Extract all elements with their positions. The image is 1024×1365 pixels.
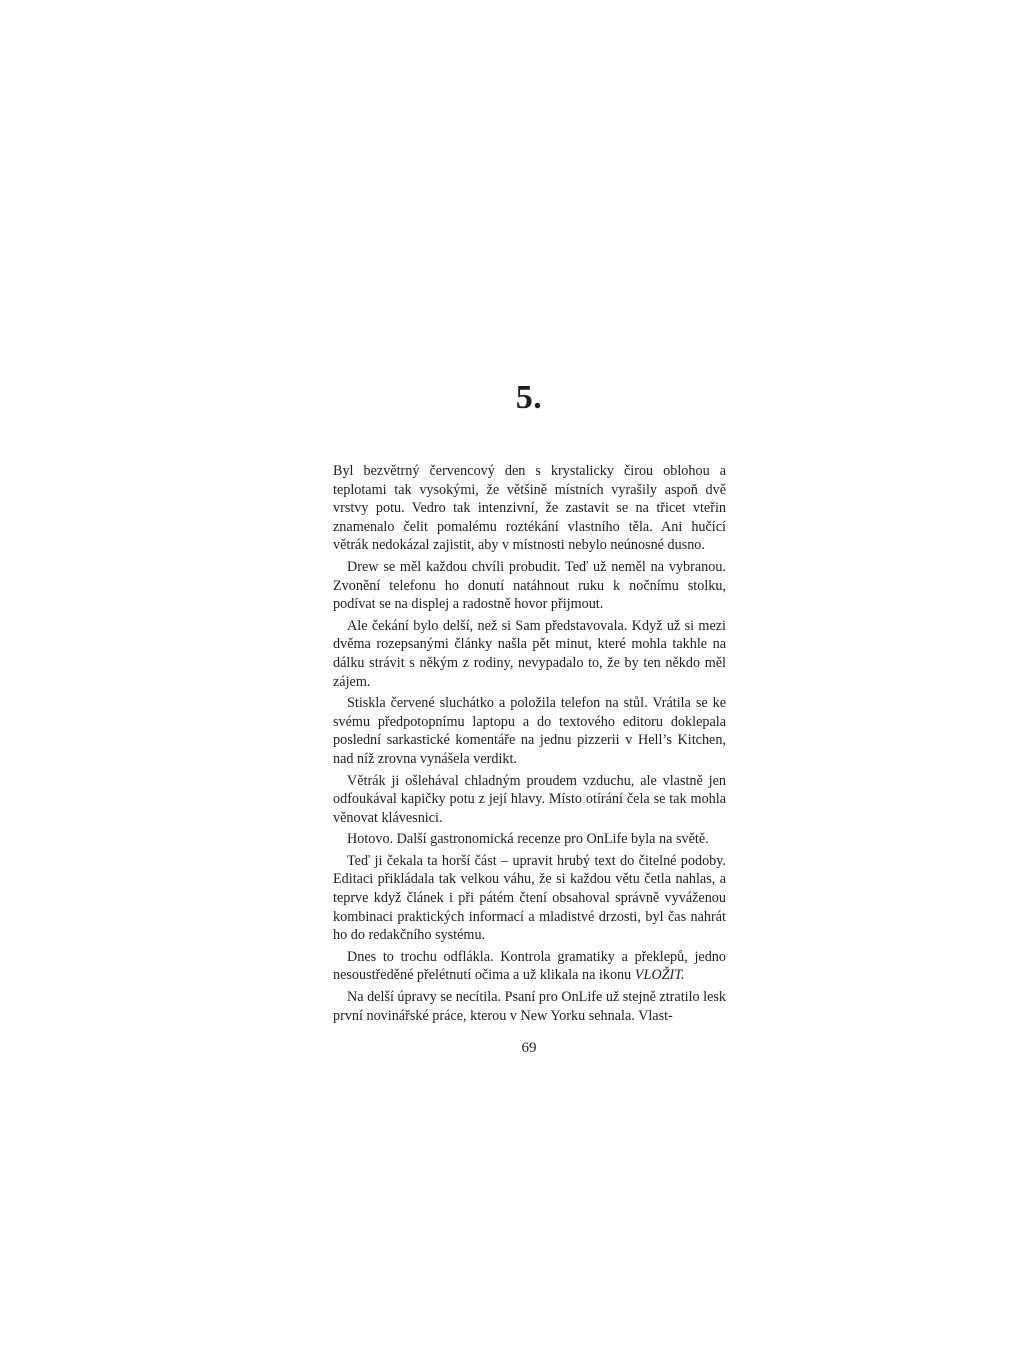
- paragraph: Byl bezvětrný červencový den s krystalicky čirou oblohou a teplotami tak vysokými, že většině místních vyrašily aspoň dvě vrstvy potu. Vedro tak intenzivní, že zastavit se na třicet vteřin znamenalo čelit pomalému roztékání vlastního těla. Ani hučící větrák nedokázal zajistit, aby v místnosti nebylo neúnosné dusno.: [333, 463, 726, 554]
- page-number: 69: [521, 1040, 537, 1056]
- paragraph: Hotovo. Další gastronomická recenze pro OnLife byla na světě.: [347, 831, 709, 848]
- paragraph: Ale čekání bylo delší, než si Sam představovala. Když už si mezi dvěma rozepsanými články našla pět minut, které mohla takhle na dálku strávit s někým z rodiny, nevypadalo to, že by ten někdo měl zájem.: [333, 617, 726, 690]
- paragraph: Drew se měl každou chvíli probudit. Teď už neměl na vybranou. Zvonění telefonu ho donutí natáhnout ruku k nočnímu stolku, podívat se na displej a radostně hovor přijmout.: [333, 558, 726, 613]
- emphasis-vlozit: VLOŽIT.: [634, 967, 685, 984]
- paragraph-text: Dnes to trochu odflákla. Kontrola gramatiky a překlepů, jedno nesoustředěné přelétnutí očima a už klikala na ikonu: [333, 948, 726, 984]
- paragraph: Na delší úpravy se necítila. Psaní pro OnLife už stejně ztratilo lesk první novinářské práce, kterou v New Yorku sehnala. Vlast-: [333, 989, 727, 1024]
- paragraph: Větrák ji ošlehával chladným proudem vzduchu, ale vlastně jen odfoukával kapičky potu z její hlavy. Místo otírání čela se tak mohla věnovat klávesnici.: [333, 772, 726, 826]
- body-text: [333, 462, 726, 1028]
- paragraph: Teď ji čekala ta horší část – upravit hrubý text do čitelné podoby. Editaci přikládala tak velkou váhu, že si každou větu četla nahlas, a teprve když článek i při pátém čtení obsahoval správně vyváženou kombinaci praktických informací a mladistvé drzosti, byl čas nahrát ho do redakčního systému.: [333, 852, 726, 944]
- chapter-number: 5.: [515, 379, 543, 416]
- paragraph-with-emphasis: [333, 948, 726, 985]
- paragraph: Stiskla červené sluchátko a položila telefon na stůl. Vrátila se ke svému předpotopnímu laptopu a do textového editoru doklepala poslední sarkastické komentáře na jednu pizzerii v Hell’s Kitchen, nad níž zrovna vynášela verdikt.: [333, 695, 726, 767]
